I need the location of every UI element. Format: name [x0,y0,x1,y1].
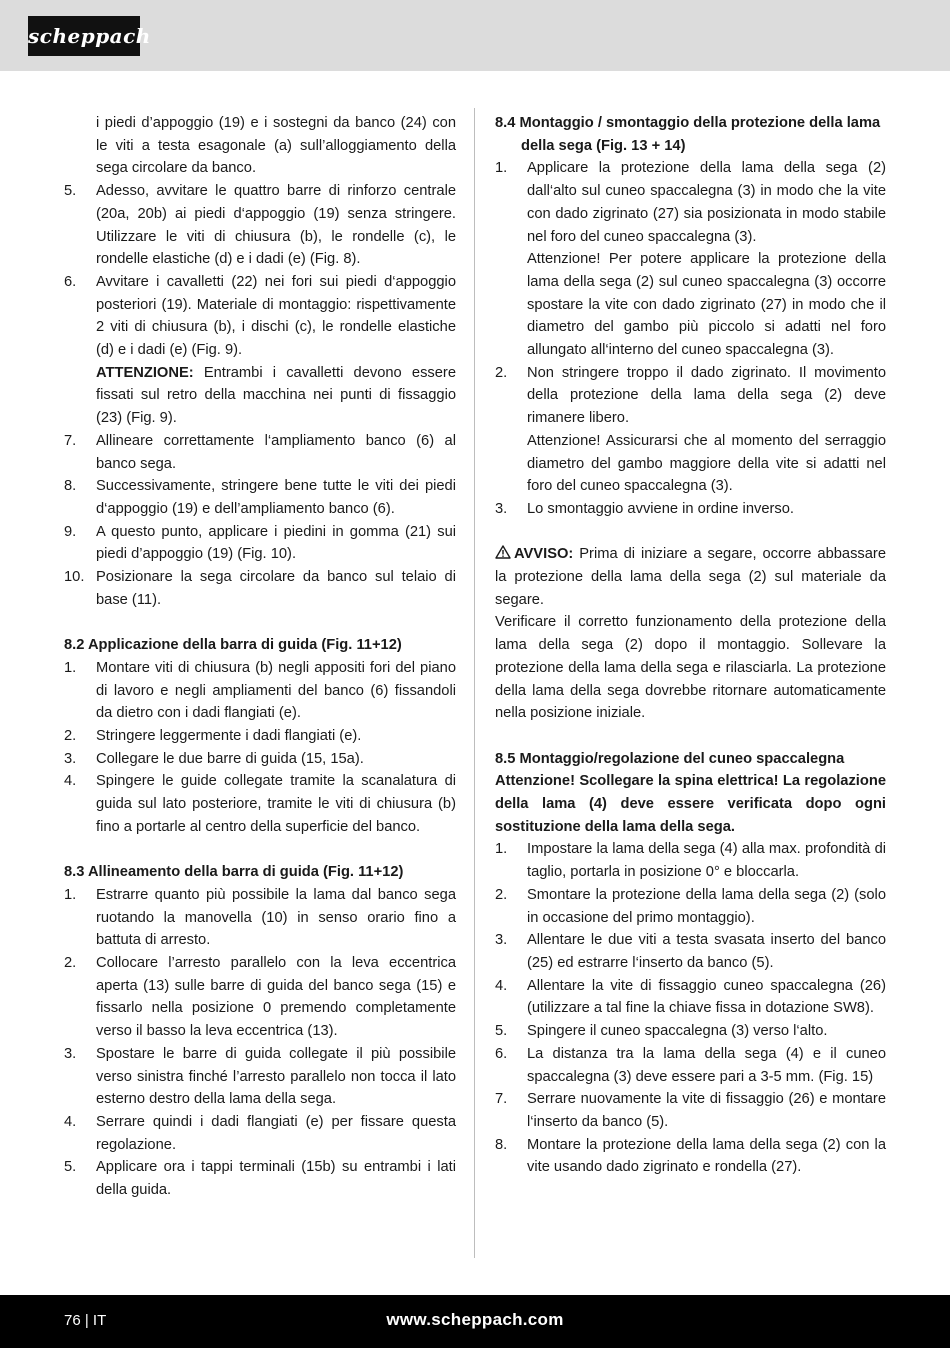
section-heading-8-5: 8.5 Montaggio/regolazione del cuneo spaccalegna [495,750,845,767]
list-item [495,157,886,248]
list-number: 5. [64,183,77,200]
list-item [64,430,456,475]
attention-note [64,362,456,430]
list-item [495,975,886,1020]
spacer [64,611,456,634]
column-divider [474,108,475,1258]
list-item [64,521,456,566]
list-item [495,1088,886,1133]
list-item [64,1043,456,1111]
list-text: A questo punto, applicare i piedini in gomma (21) sui piedi d’appoggio (19) (Fig. 10). [96,523,456,563]
list-item [64,952,456,1043]
list-number: 1. [495,841,508,858]
scheppach-logo: scheppach [28,16,140,56]
list-text: Successivamente, stringere bene tutte le viti dei piedi d‘appoggio (19) e dell’ampliamento banco (6). [96,478,456,517]
list-number: 1. [64,659,77,676]
list-text: Smontare la protezione della lama della sega (2) (solo in occasione del primo montaggio). [527,886,886,926]
left-column [64,112,456,1202]
page-number: 76 | IT [64,1312,107,1329]
section-heading-8-2: 8.2 Applicazione della barra di guida (Fig. 11+12) [64,637,402,654]
list-text: Allentare la vite di fissaggio cuneo spaccalegna (26) (utilizzare a tal fine la chiave fissa in dotazione SW8). [527,977,886,1017]
list-text: Stringere leggermente i dadi flangiati (e). [96,727,362,744]
list-number: 7. [64,432,77,449]
list-number: 4. [64,1113,77,1130]
list-text: Posizionare la sega circolare da banco sul telaio di base (11). [96,569,456,608]
list-text: Spingere il cuneo spaccalegna (3) verso l‘alto. [527,1023,828,1040]
list-text: Estrarre quanto più possibile la lama dal banco sega ruotando la manovella (10) in senso orario fino a battuta di arresto. [96,886,456,949]
list-item [64,748,456,771]
list-number: 9. [64,523,77,540]
list-number: 1. [495,160,508,177]
list-number: 3. [495,932,508,949]
list-number: 2. [64,727,77,744]
list-item [64,1156,456,1201]
warning-label: AVVISO: [514,546,574,563]
list-item [64,884,456,952]
intro-text: i piedi d’appoggio (19) e i sostegni da banco (24) con le viti a testa esagonale (a) sull’alloggiamento della sega circolare da banco. [96,115,456,177]
list-text: Serrare quindi i dadi flangiati (e) per fissare questa regolazione. [96,1113,456,1153]
list-number: 8. [64,478,77,495]
list-text: Applicare ora i tappi terminali (15b) su entrambi i lati della guida. [96,1159,456,1199]
list-item [495,1043,886,1088]
list-text: Applicare la protezione della lama della sega (2) dall‘alto sul cuneo spaccalegna (3) in modo che la vite con dado zigrinato (27) sia posizionata in modo stabile nel foro del cuneo spaccalegna (3). [527,160,886,245]
website-link[interactable]: www.scheppach.com [386,1310,564,1329]
attention-label: ATTENZIONE: [96,364,194,381]
section-warning-bold: Attenzione! Scollegare la spina elettrica! La regolazione della lama (4) deve essere verificata dopo ogni sostituzione della lama della sega. [495,773,886,835]
list-item [495,498,886,521]
list-text: Lo smontaggio avviene in ordine inverso. [527,500,794,517]
list-number: 5. [495,1023,508,1040]
list-text: Spostare le barre di guida collegate il più possibile verso sinistra finché l’arresto parallelo non tocca il lato esterno destro della lama della sega. [96,1045,456,1108]
list-item [64,1111,456,1156]
attention-text: Entrambi i cavalletti devono essere fissati sul retro della macchina nei punti di fissaggio (23) (Fig. 9). [96,364,456,427]
list-number: 10. [64,569,85,586]
list-number: 1. [64,886,77,903]
list-item [64,475,456,520]
warning-notice [495,543,886,611]
section-heading-8-3: 8.3 Allineamento della barra di guida (Fig. 11+12) [64,864,404,881]
list-text: Non stringere troppo il dado zigrinato. Il movimento della protezione della lama della sega (2) deve rimanere libero. [527,364,886,427]
list-text: Avvitare i cavalletti (22) nei fori sui piedi d‘appoggio posteriori (19). Materiale di montaggio: rispettivamente 2 viti di chiusura (b), i dischi (c), le rondelle elastiche (d) e i dadi (e) (Fig. 9). [96,273,456,359]
list-text: Impostare la lama della sega (4) alla max. profondità di taglio, portarla in posizione 0° e bloccarla. [527,841,886,881]
list-item [64,180,456,271]
header-band [0,0,950,71]
list-text: Montare la protezione della lama della sega (2) con la vite usando dado zigrinato e rondella (27). [527,1136,886,1176]
list-item [495,1020,886,1043]
right-column [495,112,886,1179]
list-item [495,838,886,883]
list-text: La distanza tra la lama della sega (4) e il cuneo spaccalegna (3) deve essere pari a 3-5 mm. (Fig. 15) [527,1045,886,1085]
footer-band [0,1295,950,1348]
list-number: 3. [64,750,77,767]
list-number: 3. [495,500,508,517]
list-number: 2. [495,886,508,903]
list-text: Montare viti di chiusura (b) negli appositi fori del piano di lavoro e negli ampliamenti del banco (6) fissandoli da dietro con i dadi flangiati (e). [96,659,456,722]
list-text: Spingere le guide collegate tramite la scanalatura di guida sul lato posteriore, tramite le viti di chiusura (b) fino a portarle al centro della superficie del banco. [96,773,456,835]
list-number: 3. [64,1045,77,1062]
list-item [64,566,456,611]
spacer [64,838,456,861]
list-item [495,362,886,430]
list-item [64,271,456,362]
list-number: 2. [64,954,77,971]
list-number: 2. [495,364,508,381]
list-number: 6. [64,273,77,290]
list-text: Adesso, avvitare le quattro barre di rinforzo centrale (20a, 20b) ai piedi d‘appoggio (19) senza stringere. Utilizzare le viti di chiusura (b), le rondelle (c), le rondelle elastiche (d) e i dadi (e) (Fig. 8). [96,183,456,268]
list-number: 4. [64,773,77,790]
list-text: Serrare nuovamente la vite di fissaggio (26) e montare l‘inserto da banco (5). [527,1091,886,1130]
list-number: 8. [495,1136,508,1153]
list-item [495,929,886,974]
list-item [64,657,456,725]
list-number: 4. [495,977,508,994]
list-text: Collegare le due barre di guida (15, 15a). [96,750,364,767]
spacer [495,725,886,748]
list-text: Allentare le due viti a testa svasata inserto del banco (25) ed estrarre l‘inserto da banco (5). [527,932,886,971]
list-item [64,770,456,838]
attention-note: Attenzione! Per potere applicare la protezione della lama della sega (2) sul cuneo spaccalegna (3) occorre spostare la vite con dado zigrinato (27) in modo che il diametro del gambo più piccolo si adatti nel foro allungato all‘interno del cuneo spaccalegna (3). [527,251,886,359]
list-number: 6. [495,1045,508,1062]
list-number: 5. [64,1159,77,1176]
warning-triangle-icon [495,544,511,558]
spacer [495,521,886,544]
list-item [64,725,456,748]
warning-text-2: Verificare il corretto funzionamento della protezione della lama della sega (2) dopo il montaggio. Sollevare la protezione della lama della sega e rilasciarla. La protezione della lama della sega dovrebbe ritornare automaticamente nella posizione iniziale. [495,614,886,722]
list-item [495,884,886,929]
list-item [495,1134,886,1179]
attention-note: Attenzione! Assicurarsi che al momento del serraggio diametro del gambo maggiore della vite si adatti nel foro del cuneo spaccalegna (3). [527,432,886,495]
list-text: Allineare correttamente l‘ampliamento banco (6) al banco sega. [96,432,456,472]
list-number: 7. [495,1091,508,1108]
warning-text: Prima di iniziare a segare, occorre abbassare la protezione della lama della sega (2) sul materiale da segare. [495,546,886,608]
list-text: Collocare l’arresto parallelo con la leva eccentrica aperta (13) sulle barre di guida del banco sega (15) e fissarlo nella posizione 0 premendo completamente verso il basso la leva eccentrica (13). [96,954,456,1040]
section-heading-8-4: 8.4 Montaggio / smontaggio della protezione della lama della sega (Fig. 13 + 14) [495,115,881,154]
